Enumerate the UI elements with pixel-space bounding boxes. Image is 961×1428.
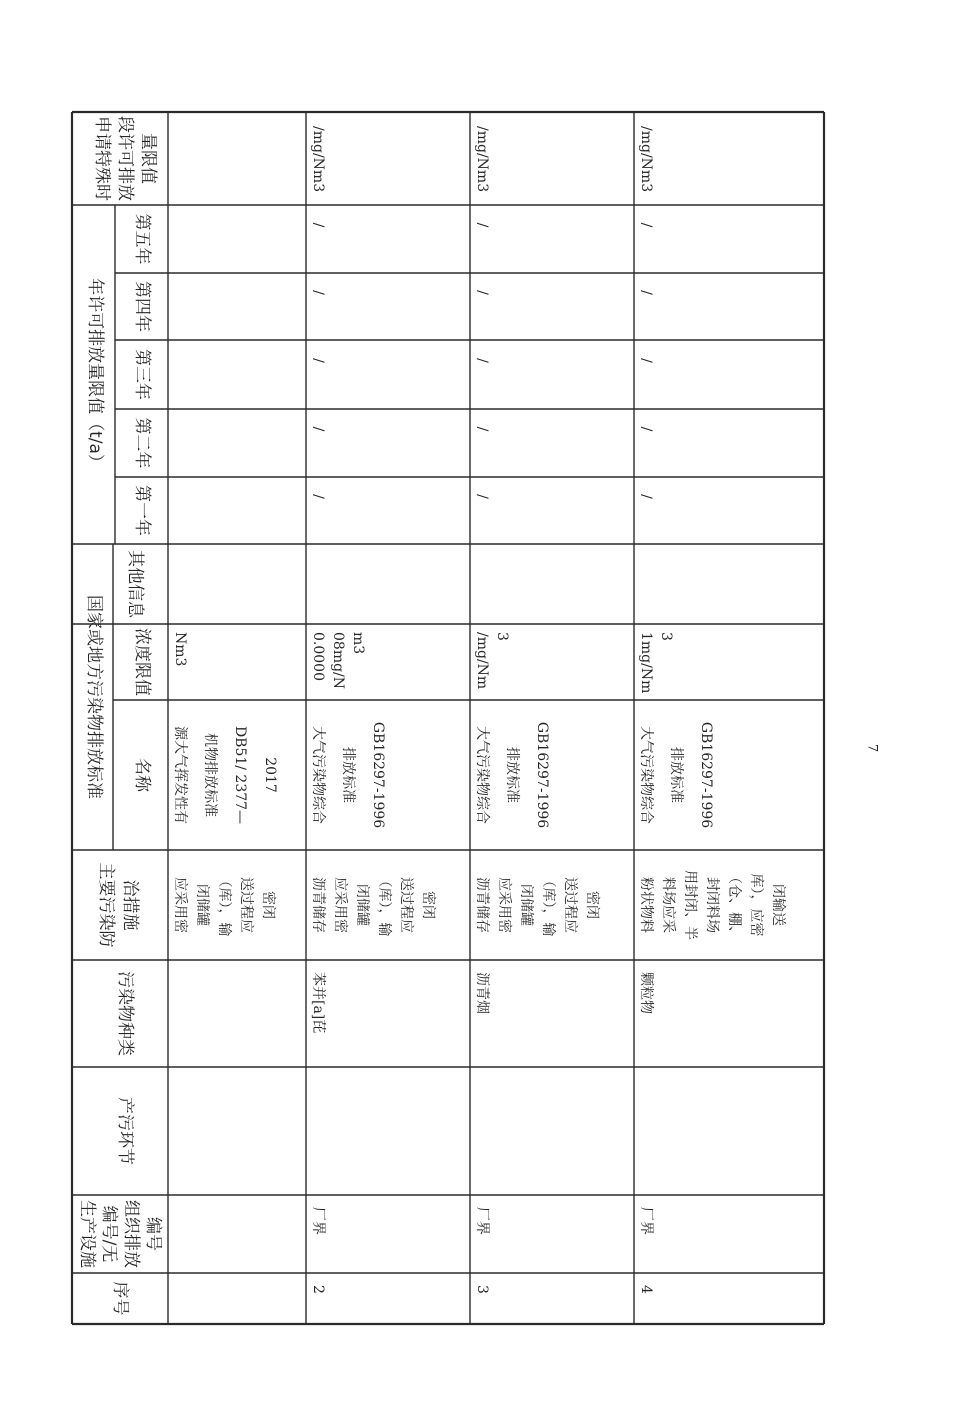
row-1-measures: 送过程应 — [238, 877, 254, 933]
header-measures: 治措施 — [120, 879, 140, 931]
row-4-measures: 封闭料场 — [704, 877, 720, 933]
row-3-standard-name: 大气污染物综合 — [474, 726, 490, 824]
row-2-limit: m3 — [350, 632, 366, 655]
row-1-standard-name: 机物排放标准 — [202, 733, 218, 817]
row-2-year-4: / — [310, 290, 326, 295]
row-2-year-1: / — [310, 494, 326, 499]
table-grid — [72, 112, 824, 1324]
header-standard-group: 国家或地方污染物排放标准 — [84, 595, 104, 799]
row-2-special: /mg/Nm3 — [310, 126, 326, 193]
row-2-standard-name: 排放标准 — [340, 747, 356, 803]
row-1-measures: 密闭 — [260, 891, 276, 919]
header-year-2: 第二年 — [132, 417, 152, 469]
header-special: 段许可排放 — [115, 116, 135, 201]
row-4-year-4: / — [638, 290, 654, 295]
row-4-facility: 厂界 — [638, 1207, 654, 1235]
row-3-facility: 厂界 — [474, 1207, 490, 1235]
row-3-year-4: / — [474, 290, 490, 295]
row-1-standard-name: DB51/ 2377— — [232, 725, 248, 825]
header-process: 产污环节 — [115, 1097, 135, 1165]
row-1-measures: 闭储罐 — [194, 884, 210, 926]
row-3-measures: （库），输 — [540, 873, 556, 937]
row-4-pollutant: 颗粒物 — [638, 972, 654, 1014]
row-4-year-5: / — [638, 222, 654, 228]
row-3-special: /mg/Nm3 — [474, 126, 490, 193]
page-number: 7 — [864, 743, 880, 753]
row-1-measures: 应采用密 — [172, 877, 188, 933]
header-measures: 主要污染防 — [96, 862, 116, 948]
row-3-seq: 3 — [474, 1285, 490, 1294]
header-pollutant: 污染物种类 — [115, 971, 135, 1056]
row-4-measures: （仓、棚、 — [726, 870, 742, 940]
header-facility: 编号 — [143, 1217, 163, 1251]
row-3-standard-name: 排放标准 — [504, 747, 520, 803]
header-annual-group: 年许可排放量限值（t/a） — [85, 278, 105, 471]
row-2-year-2: / — [310, 426, 326, 432]
header-year-4: 第四年 — [132, 281, 152, 332]
row-2-pollutant: 苯并[a]芘 — [310, 972, 326, 1034]
row-3-year-5: / — [474, 222, 490, 228]
header-special: 量限值 — [138, 133, 158, 184]
row-1-measures: （库），输 — [216, 873, 232, 937]
row-4-year-1: / — [638, 494, 654, 499]
row-3-year-3: / — [474, 358, 490, 363]
row-3-measures: 闭储罐 — [518, 884, 534, 926]
header-facility: 编号/无 — [99, 1205, 119, 1263]
row-4-year-3: / — [638, 358, 654, 363]
row-4-measures: 粉状物料 — [638, 877, 654, 933]
row-3-year-1: / — [474, 494, 490, 499]
row-2-measures: 送过程应 — [398, 877, 414, 933]
row-3-limit: 3 — [494, 632, 510, 641]
row-2-measures: （库），输 — [376, 873, 392, 937]
row-2-standard-name: GB16297-1996 — [370, 721, 386, 829]
row-3-year-2: / — [474, 426, 490, 432]
header-standard-name: 名称 — [132, 758, 152, 792]
row-4-measures: 库），应密 — [748, 873, 764, 937]
row-4-year-2: / — [638, 426, 654, 432]
row-2-limit: 0.0000 — [310, 632, 326, 681]
row-4-special: /mg/Nm3 — [638, 126, 654, 193]
row-2-measures: 应采用密 — [332, 877, 348, 933]
header-facility: 组织排放 — [121, 1200, 141, 1268]
header-year-3: 第三年 — [132, 349, 152, 400]
header-facility: 生产设施 — [77, 1200, 97, 1268]
row-3-standard-name: GB16297-1996 — [534, 721, 550, 829]
row-4-standard-name: 排放标准 — [668, 747, 684, 803]
header-seq: 序号 — [110, 1281, 130, 1316]
row-2-year-5: / — [310, 222, 326, 228]
row-4-seq: 4 — [638, 1285, 654, 1294]
row-2-measures: 闭储罐 — [354, 884, 370, 926]
row-4-standard-name: GB16297-1996 — [698, 721, 714, 829]
row-4-limit: 1mg/Nm — [638, 632, 654, 694]
row-2-limit: 08mg/N — [330, 632, 346, 690]
header-year-5: 第五年 — [132, 213, 152, 265]
table-text — [77, 116, 787, 1316]
row-3-pollutant: 沥青烟 — [474, 972, 490, 1014]
row-2-year-3: / — [310, 358, 326, 363]
row-2-measures: 沥青储存 — [310, 877, 326, 933]
row-2-facility: 厂界 — [310, 1207, 326, 1235]
row-1-limit: Nm3 — [172, 632, 188, 667]
row-4-standard-name: 大气污染物综合 — [638, 726, 654, 824]
row-1-standard-name: 2017 — [262, 757, 278, 793]
row-3-measures: 密闭 — [584, 891, 600, 919]
row-1-standard-name: 源大气挥发性有 — [172, 726, 188, 824]
header-year-1: 第一年 — [132, 485, 152, 536]
row-4-measures: 用封闭、半 — [682, 870, 698, 940]
row-2-standard-name: 大气污染物综合 — [310, 726, 326, 824]
row-3-limit: /mg/Nm — [474, 632, 490, 690]
row-4-measures: 闭输送 — [770, 884, 786, 926]
header-special: 申请特殊时 — [92, 116, 112, 201]
row-3-measures: 应采用密 — [496, 877, 512, 933]
row-4-limit: 3 — [658, 632, 674, 641]
row-3-measures: 沥青储存 — [474, 877, 490, 933]
row-2-measures: 密闭 — [420, 891, 436, 919]
row-4-measures: 料场应采 — [660, 877, 676, 933]
header-other-info: 其他信息 — [125, 550, 145, 618]
row-3-measures: 送过程应 — [562, 877, 578, 933]
row-2-seq: 2 — [310, 1285, 326, 1294]
header-standard-limit: 浓度限值 — [132, 628, 152, 696]
